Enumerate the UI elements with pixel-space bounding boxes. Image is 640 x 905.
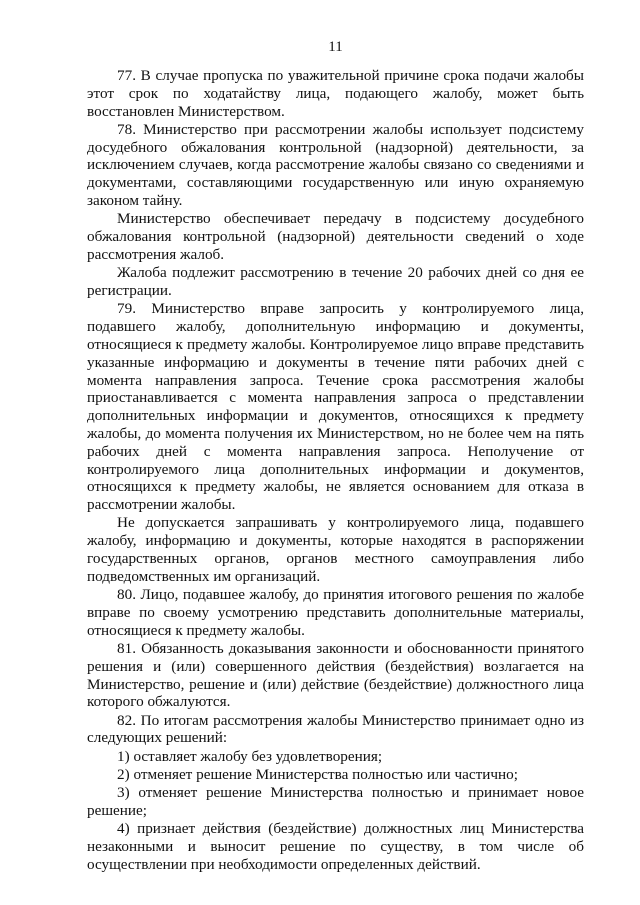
page-number: 11 [328,39,343,55]
decision-item-1: 1) оставляет жалобу без удовлетворения; [117,747,383,765]
paragraph-82: 82. По итогам рассмотрения жалобы Министерство принимает одно из следующих решений: [87,711,584,747]
paragraph-78-transfer: Министерство обеспечивает передачу в подсистему досудебного обжалования контрольной (надзорной) деятельности сведений о ходе рассмотрения жалоб. [87,210,584,263]
decision-item-4: 4) признает действия (бездействие) должностных лиц Министерства незаконными и выносит решение по существу, в том числе об осуществлении при необходимости определенных действий. [87,820,584,874]
paragraph-80: 80. Лицо, подавшее жалобу, до принятия итогового решения по жалобе вправе по своему усмотрению представить дополнительные материалы, относящиеся к предмету жалобы. [87,586,584,639]
paragraph-78: 78. Министерство при рассмотрении жалобы использует подсистему досудебного обжалования контрольной (надзорной) деятельности, за исключением случаев, когда рассмотрение жалобы связано со сведениями и документами, составляющими государственную или иную охраняемую законом тайну. [87,120,584,210]
paragraph-79: 79. Министерство вправе запросить у контролируемого лица, подавшего жалобу, дополнительную информацию и документы, относящиеся к предмету жалобы. Контролируемое лицо вправе представить указанные информацию и документы в течение пяти рабочих дней с момента направления запроса. Течение срока рассмотрения жалобы приостанавливается с момента направления запроса о представлении дополнительных информации и документов, относящихся к предмету жалобы, до момента получения их Министерством, но не более чем на пять рабочих дней с момента направления запроса. Неполучение от контролируемого лица дополнительных информации и документов, относящихся к предмету жалобы, не является основанием для отказа в рассмотрении жалобы. [87,300,584,514]
decision-item-3: 3) отменяет решение Министерства полностью и принимает новое решение; [87,784,584,820]
document-page [87,38,584,874]
paragraph-77: 77. В случае пропуска по уважительной причине срока подачи жалобы этот срок по ходатайству лица, подающего жалобу, может быть восстановлен Министерством. [87,67,584,120]
decision-item-2: 2) отменяет решение Министерства полностью или частично; [117,766,518,784]
paragraph-79-restriction: Не допускается запрашивать у контролируемого лица, подавшего жалобу, информацию и документы, которые находятся в распоряжении государственных органов, органов местного самоуправления либо подведомственных им организаций. [87,514,584,585]
paragraph-78-term: Жалоба подлежит рассмотрению в течение 20 рабочих дней со дня ее регистрации. [87,264,584,300]
paragraph-81: 81. Обязанность доказывания законности и обоснованности принятого решения и (или) совершенного действия (бездействия) возлагается на Министерство, решение и (или) действие (бездействие) должностного лица которого обжалуются. [87,640,584,711]
